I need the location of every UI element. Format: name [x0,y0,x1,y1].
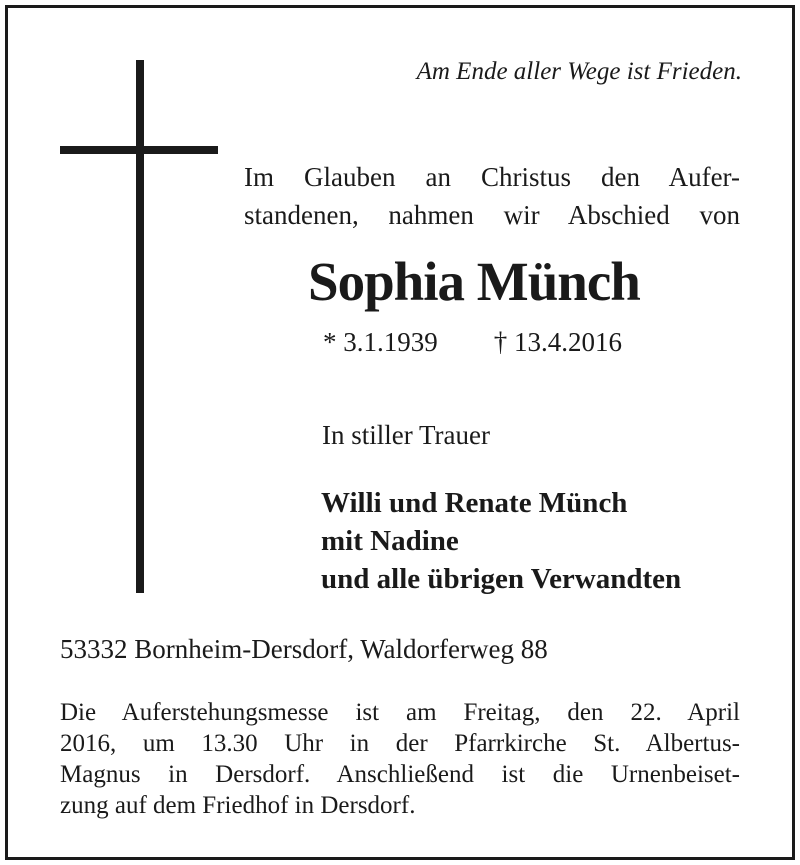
motto: Am Ende aller Wege ist Frieden. [416,58,742,85]
mourning-phrase: In stiller Trauer [322,420,490,450]
family-line: mit Nadine [321,525,459,557]
family-signature [321,484,681,598]
deceased-name: Sophia Münch [308,251,640,312]
address: 53332 Bornheim-Dersdorf, Waldorferweg 88 [60,634,548,664]
intro-text [244,158,740,234]
death-date: † 13.4.2016 [493,327,622,357]
birth-date: * 3.1.1939 [323,327,438,357]
family-line: und alle übrigen Verwandten [321,563,682,595]
notice-line: Die Auferstehungsmesse ist am Freitag, den 22. April [60,699,740,726]
family-line: Willi und Renate Münch [321,487,628,519]
notice-line: zung auf dem Friedhof in Dersdorf. [60,792,416,819]
service-notice [60,697,740,821]
cross-vertical-bar [136,60,144,593]
life-dates [323,327,622,358]
intro-line: Im Glauben an Christus den Aufer- [244,162,740,192]
intro-line: standenen, nahmen wir Abschied von [244,200,740,230]
notice-line: Magnus in Dersdorf. Anschließend ist die Urnenbeiset- [60,761,740,788]
cross-horizontal-bar [60,146,218,154]
notice-line: 2016, um 13.30 Uhr in der Pfarrkirche St. Albertus- [60,730,740,757]
